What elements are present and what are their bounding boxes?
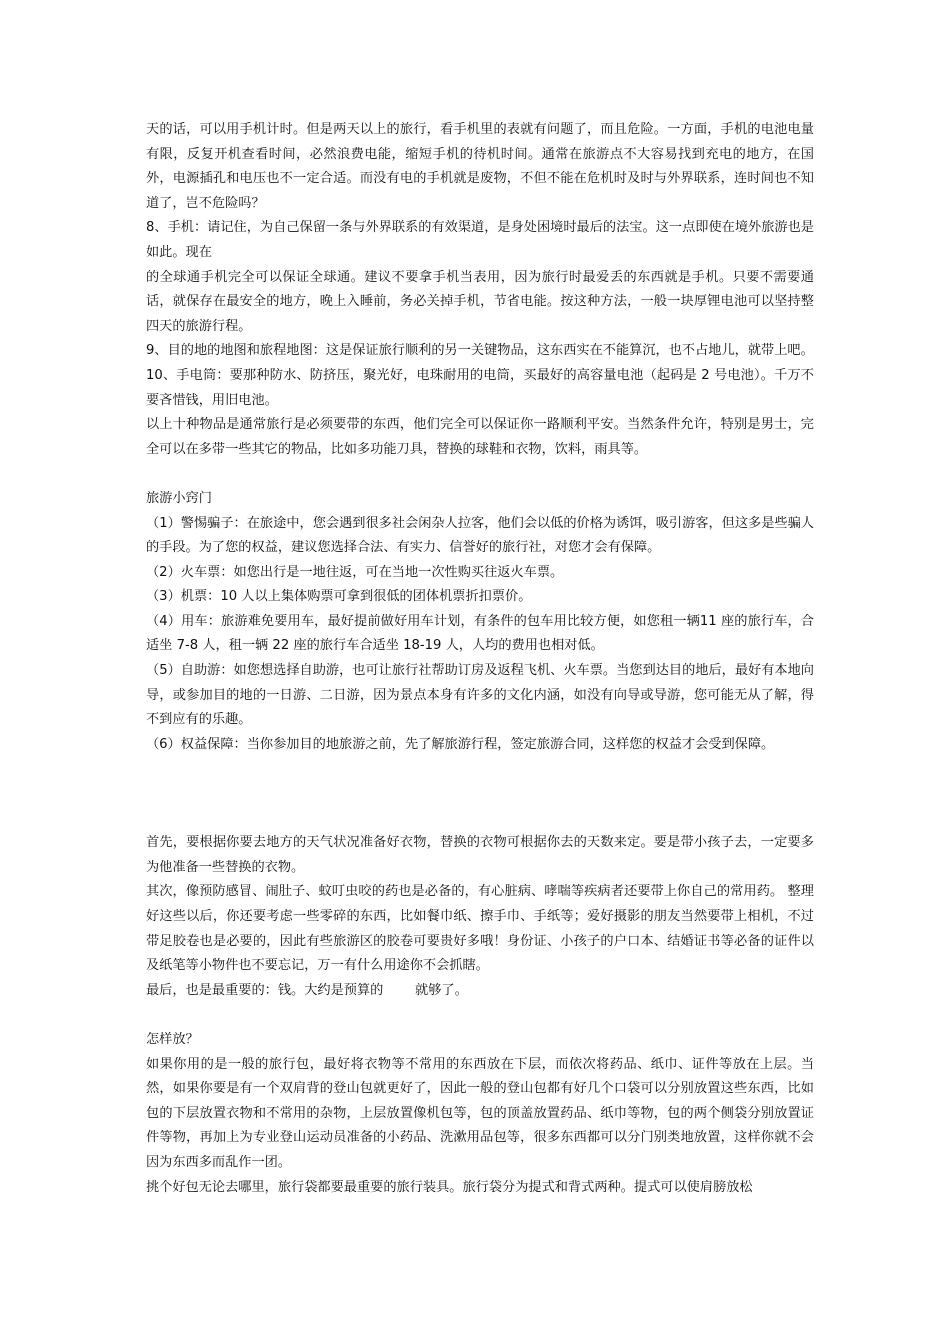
spacer [146, 757, 814, 831]
spacer [146, 1003, 814, 1028]
item-9-maps: 9、目的地的地图和旅程地图：这是保证旅行顺利的另一关键物品，这东西实在不能算沉，也不占地儿，就带上吧。 [146, 343, 814, 359]
item-10-flashlight: 10、手电筒：要那种防水、防挤压，聚光好，电珠耐用的电筒，买最好的高容量电池（起码是 2 号电池）。千万不要吝惜钱，用旧电池。 [146, 367, 814, 408]
paragraph-phone-clock: 天的话，可以用手机计时。但是两天以上的旅行，看手机里的表就有问题了，而且危险。一方面，手机的电池电量有限，反复开机查看时间，必然浪费电能，缩短手机的待机时间。通常在旅游点不大容易找到充电的地方，在国外，电源插孔和电压也不一定合适。而没有电的手机就是废物，不但不能在危机时及时与外界联系，连时间也不知道了，岂不危险吗？ [146, 122, 814, 211]
document-page [146, 118, 814, 1200]
spacer [146, 462, 814, 487]
tip-6-rights: （6）权益保障：当你参加目的地旅游之前，先了解旅游行程，签定旅游合同，这样您的权益才会受到保障。 [146, 736, 775, 752]
paragraph-packing: 如果你用的是一般的旅行包，最好将衣物等不常用的东西放在下层，而依次将药品、纸巾、证件等放在上层。当然，如果你要是有一个双肩背的登山包就更好了，因此一般的登山包都有好几个口袋可以分别放置这些东西，比如包的下层放置衣物和不常用的杂物，上层放置像机包等，包的顶盖放置药品、纸巾等物，包的两个侧袋分别放置证件等物，再加上为专业登山运动员准备的小药品、洗漱用品包等，很多东西都可以分门别类地放置，这样你就不会因为东西多而乱作一团。 [146, 1056, 814, 1170]
paragraph-bag-choice: 挑个好包无论去哪里，旅行袋都要最重要的旅行装具。旅行袋分为提式和背式两种。提式可以使肩膀放松 [146, 1179, 753, 1195]
tip-4-vehicles: （4）用车：旅游难免要用车，最好提前做好用车计划，有条件的包车用比较方便，如您租一辆11 座的旅行车，合适坐 7-8 人，租一辆 22 座的旅行车合适坐 18-19 人，人均的费用也相对低。 [146, 613, 814, 654]
section-heading-tips: 旅游小窍门 [146, 490, 212, 506]
section-heading-packing: 怎样放？ [146, 1031, 199, 1047]
paragraph-medicine-items: 其次，像预防感冒、闹肚子、蚊叮虫咬的药也是必备的，有心脏病、哮喘等疾病者还要带上你自己的常用药。 整理好这些以后，你还要考虑一些零碎的东西，比如餐巾纸、擦手巾、手纸等；爱好摄影的朋友当然要带上相机，不过带足胶卷也是必要的，因此有些旅游区的胶卷可要贵好多哦！身份证、小孩子的户口本、结婚证书等必备的证件以及纸笔等小物件也不要忘记，万一有什么用途你不会抓瞎。 [146, 884, 814, 974]
paragraph-money [146, 979, 814, 1004]
tip-3-air-tickets: （3）机票：10 人以上集体购票可拿到很低的团体机票折扣票价。 [146, 589, 532, 605]
money-text-end: 就够了。 [415, 982, 468, 998]
paragraph-clothing: 首先，要根据你要去地方的天气状况准备好衣物，替换的衣物可根据你去的天数来定。要是带小孩子去，一定要多为他准备一些替换的衣物。 [146, 835, 814, 875]
paragraph-summary: 以上十种物品是通常旅行是必须要带的东西，他们完全可以保证你一路顺利平安。当然条件允许，特别是男士，完全可以在多带一些其它的物品，比如多功能刀具，替换的球鞋和衣物，饮料，雨具等。 [146, 417, 814, 457]
tip-2-train-tickets: （2）火车票：如您出行是一地往返，可在当地一次性购买往返火车票。 [146, 564, 564, 580]
tip-5-self-guided: （5）自助游：如您想选择自助游，也可让旅行社帮助订房及返程飞机、火车票。当您到达目的地后，最好有本地向导，或参加目的地的一日游、二日游，因为景点本身有许多的文化内涵，如没有向导或导游，您可能无从了解，得不到应有的乐趣。 [146, 663, 814, 728]
paragraph-global-phone: 的全球通手机完全可以保证全球通。建议不要拿手机当表用，因为旅行时最爱丢的东西就是手机。只要不需要通话，就保存在最安全的地方，晚上入睡前，务必关掉手机，节省电能。按这种方法，一般一块厚锂电池可以坚持整四天的旅游行程。 [146, 269, 814, 334]
money-text-start: 最后，也是最重要的：钱。大约是预算的 [146, 982, 384, 998]
tip-1-scams: （1）警惕骗子：在旅途中，您会遇到很多社会闲杂人拉客，他们会以低的价格为诱饵，吸引游客，但这多是些骗人的手段。为了您的权益，建议您选择合法、有实力、信誉好的旅行社，对您才会有保障。 [146, 515, 814, 556]
item-8-mobile-phone: 8、手机：请记住，为自己保留一条与外界联系的有效渠道，是身处困境时最后的法宝。这一点即使在境外旅游也是如此。现在 [146, 220, 814, 260]
